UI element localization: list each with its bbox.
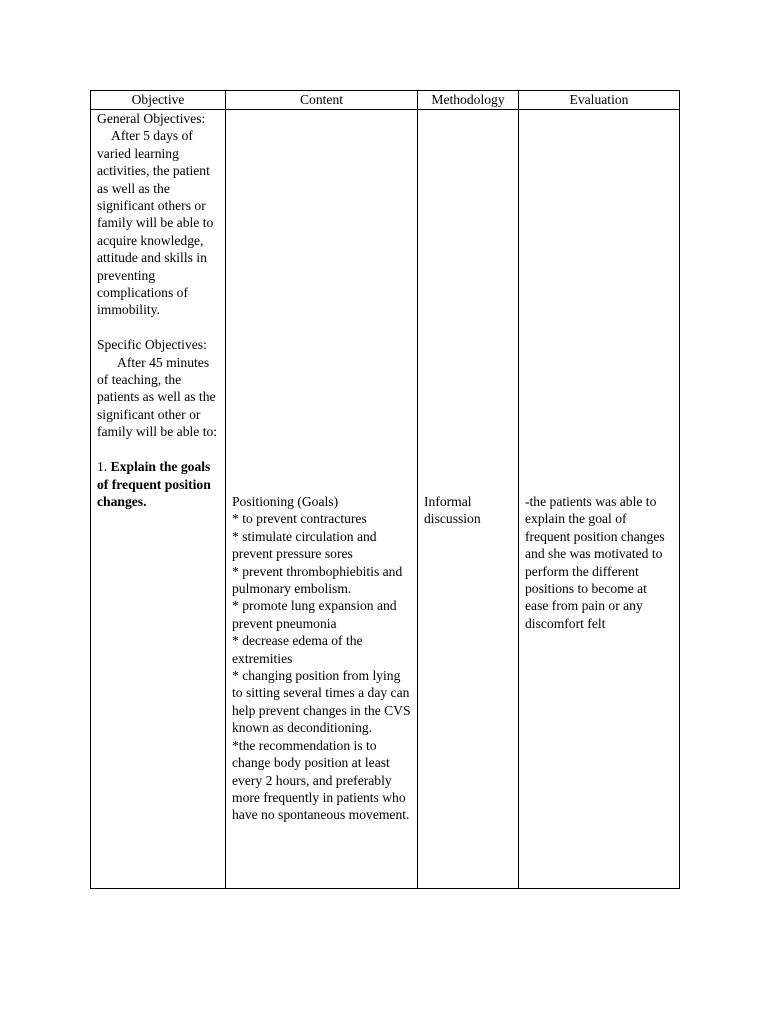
objective-cell bbox=[91, 110, 226, 889]
content-point: * stimulate circulation and prevent pressure sores bbox=[232, 528, 377, 562]
methodology-text: Informal discussion bbox=[424, 494, 481, 527]
lesson-plan-table bbox=[90, 90, 680, 889]
methodology-cell bbox=[418, 110, 519, 889]
content-point: * decrease edema of the extremities bbox=[232, 633, 363, 666]
general-objectives-text: After 5 days of varied learning activities, the patient as well as the significant others or family will be able to acquire knowledge, attitude and skills in preventing complications of immobility. bbox=[97, 128, 214, 318]
specific-objectives-heading: Specific Objectives: bbox=[97, 337, 207, 353]
objective-item-text: Explain the goals of frequent position changes. bbox=[97, 459, 211, 509]
content-title: Positioning (Goals) bbox=[232, 494, 339, 509]
evaluation-cell bbox=[519, 110, 680, 889]
content-point: * to prevent contractures bbox=[232, 511, 367, 527]
objective-item bbox=[97, 458, 219, 510]
content-point: * prevent thrombophiebitis and pulmonary embolism. bbox=[232, 563, 403, 597]
content-point: * changing position from lying to sitting several times a day can help prevent changes in the CVS known as deconditioning. bbox=[232, 668, 411, 736]
general-objectives-heading: General Objectives: bbox=[97, 111, 206, 126]
content-point: * promote lung expansion and prevent pneumonia bbox=[232, 598, 397, 631]
header-evaluation: Evaluation bbox=[519, 91, 680, 110]
content-point: *the recommendation is to change body position at least every 2 hours, and preferably more frequently in patients who have no spontaneous movement. bbox=[232, 737, 410, 823]
header-row bbox=[91, 91, 680, 110]
header-content: Content bbox=[226, 91, 418, 110]
header-objective: Objective bbox=[91, 91, 226, 110]
objective-item-number: 1. bbox=[97, 459, 108, 475]
specific-objectives-text: After 45 minutes of teaching, the patients as well as the significant other or family will be able to: bbox=[97, 354, 218, 440]
content-cell bbox=[226, 110, 418, 889]
header-methodology: Methodology bbox=[418, 91, 519, 110]
evaluation-text: -the patients was able to explain the goal of frequent position changes and she was motivated to perform the different positions to become at ease from pain or any discomfort felt bbox=[525, 494, 665, 631]
table-row bbox=[91, 110, 680, 889]
